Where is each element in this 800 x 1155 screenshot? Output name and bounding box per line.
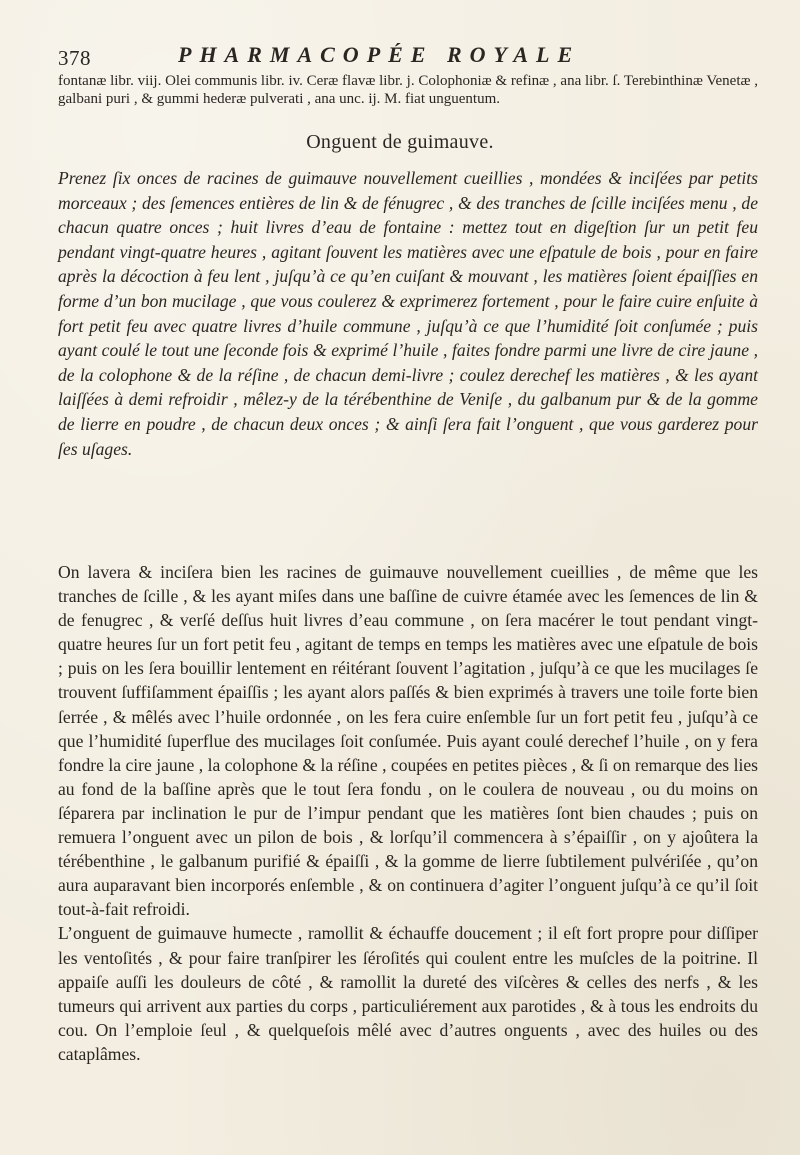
section-title: Onguent de guimauve. [306, 131, 494, 153]
page-number: 378 [58, 46, 91, 70]
commentary-paragraph: L’onguent de guimauve humecte , ramollit & échauffe doucement ; il eſt fort propre pour diſſiper les ventoſités , & pour faire tranſpirer les ſéroſités qui coulent entre les muſcles de la poitrine. Il appaiſe auſſi les douleurs de côté , & ramollit la dureté des viſcères & celles des nerfs , & les tumeurs qui arrivent aux parties du corps , particuliérement aux parotides , & à tous les endroits du cou. On l’emploie ſeul , & quelqueſois mêlé avec d’autres onguents , avec des huiles ou des cataplâmes. [58, 923, 758, 1064]
recipe-block [58, 166, 758, 461]
recipe-paragraph: Prenez ſix onces de racines de guimauve nouvellement cueillies , mondées & inciſées par petits morceaux ; des ſemences entières de lin & de fénugrec , & des tranches de ſcille inciſées menu , de chacun quatre onces ; huit livres d’eau de fontaine : mettez tout en digeſtion ſur un petit feu pendant vingt-quatre heures , agitant ſouvent les matières avec une eſpatule de bois , pour en faire après la décoction à feu lent , juſqu’à ce qu’en cuiſant & mouvant , les matières ſoient épaiſſies en forme d’un bon mucilage , que vous coulerez & exprimerez fortement , pour le faire cuire enſuite à fort petit feu avec quatre livres d’huile commune , juſqu’à ce que l’humidité ſoit conſumée ; puis ayant coulé le tout une ſeconde fois & exprimé l’huile , faites fondre parmi une livre de cire jaune , de la colophone & de la réſine , de chacun demi-livre ; coulez derechef les matières , & les ayant laiſſées à demi refroidir , mêlez-y de la térébenthine de Veniſe , du galbanum pur & de la gomme de lierre en poudre , de chacun deux onces ; & ainſi ſera fait l’onguent , que vous garderez pour ſes uſages. [58, 168, 758, 459]
commentary-block [58, 560, 758, 1066]
formula-continuation: fontanæ libr. viij. Olei communis libr. iv. Ceræ flavæ libr. j. Colophoniæ & refinæ , ana libr. ſ. Terebinthinæ Venetæ , galbani puri , & gummi hederæ pulverati , ana unc. ij. M. fiat unguentum. [58, 73, 758, 107]
commentary-paragraph: On lavera & inciſera bien les racines de guimauve nouvellement cueillies , de même que les tranches de ſcille , & les ayant miſes dans une baſſine de cuivre étamée avec les ſemences de lin & de fenugrec , & verſé deſſus huit livres d’eau commune , on ſera macérer le tout pendant vingt-quatre heures ſur un fort petit feu , agitant de temps en temps les matières avec une eſpatule de bois ; puis on les ſera bouillir lentement en réitérant ſouvent l’agitation , juſqu’à ce que les mucilages ſe trouvent ſuffiſamment épaiſſis ; les ayant alors paſſés & bien exprimés à travers une toile forte bien ſerrée , & mêlés avec l’huile ordonnée , on les fera cuire enſemble ſur un fort petit feu , juſqu’à ce que l’humidité ſuperflue des mucilages ſoit conſumée. Puis ayant coulé derechef l’huile , on y fera fondre la cire jaune , la colophone & la réſine , coupées en petites pièces , & ſi on remarque des lies au fond de la baſſine après que le tout ſera fondu , on le coulera de nouveau , ou du moins on ſéparera par inclination le pur de l’impur pendant que les matières ſont bien chaudes ; puis on remuera l’onguent avec un pilon de bois , & lorſqu’il commencera à s’épaiſſir , on y ajoûtera la térébenthine , le galbanum purifié & épaiſſi , & la gomme de lierre ſubtilement pulvériſée , qu’on aura auparavant bien incorporés enſemble , & on continuera d’agiter l’onguent juſqu’à ce qu’il ſoit tout-à-fait refroidi. [58, 562, 758, 920]
continued-formula-text [58, 73, 758, 108]
running-title: PHARMACOPÉE ROYALE [178, 42, 581, 67]
